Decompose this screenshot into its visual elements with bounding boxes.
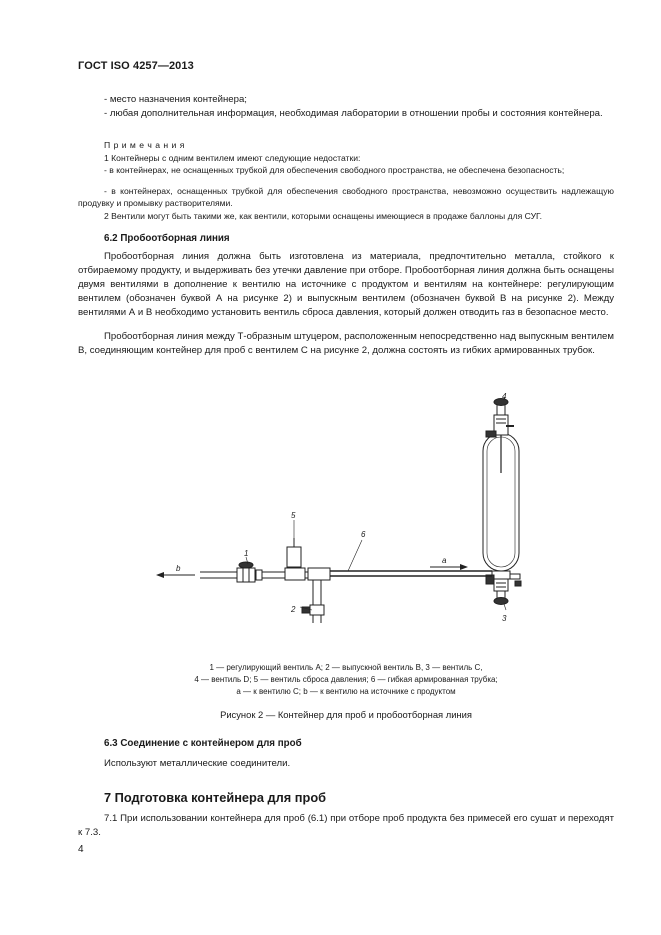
label-6: 6 [361,530,366,539]
section-7-paragraph: 7.1 При использовании контейнера для проб (6.1) при отборе проб продукта без примесей его сушат и переходят к 7.3. [78,813,614,838]
section-6-2-heading: 6.2 Пробоотборная линия [104,233,230,244]
figure-legend-line-1: 1 — регулирующий вентиль А; 2 — выпускной вентиль В, 3 — вентиль С, [209,663,483,672]
note-2: 2 Вентили могут быть такими же, как вентили, которыми оснащены имеющиеся в продаже баллоны для СУГ. [104,211,543,221]
list-item-additional-info: - любая дополнительная информация, необходимая лаборатории в отношении пробы и состояния контейнера. [104,108,603,119]
valve-c-body [494,579,508,591]
valve-a-body [237,568,255,582]
label-4: 4 [502,392,507,401]
section-6-2-paragraph-2: Пробоотборная линия между Т-образным штуцером, расположенным непосредственно над выпускным вентилем В, соединяющим контейнер для проб с вентилем С на рисунке 2, должна состоять из гибких армированных трубок. [78,331,614,356]
section-7-heading: 7 Подготовка контейнера для проб [104,790,327,805]
label-5: 5 [291,511,296,520]
t-fitting [308,568,330,580]
valve-b-body [310,605,324,615]
label-b: b [176,564,181,573]
label-a: a [442,556,447,565]
sampling-line-diagram [140,385,540,630]
label-2: 2 [291,605,296,614]
label-3: 3 [502,614,507,623]
page-number: 4 [78,844,84,855]
valve-c-handwheel [494,598,508,605]
label-1: 1 [244,549,249,558]
note-1a: - в контейнерах, не оснащенных трубкой для обеспечения свободного пространства, не обеспечена безопасность; [104,165,565,175]
document-header: ГОСТ ISO 4257—2013 [78,60,194,72]
figure-legend-line-3: a — к вентилю С; b — к вентилю на источнике с продуктом [236,687,456,696]
section-6-3-paragraph: Используют металлические соединители. [104,758,291,769]
figure-legend-line-2: 4 — вентиль D; 5 — вентиль сброса давления; 6 — гибкая армированная трубка; [194,675,498,684]
notes-title: П р и м е ч а н и я [104,140,185,150]
section-6-3-heading: 6.3 Соединение с контейнером для проб [104,738,302,749]
relief-valve [287,547,301,567]
section-6-2-paragraph-1: Пробоотборная линия должна быть изготовлена из материала, предпочтительно металла, стойкого к отбираемому продукту, и выдерживать без утечки давление при отборе. Пробоотборная линия должна быть оснащены двумя вентилями в дополнение к вентилю на источнике с продуктом и вентилям на контейнере: регулирующим вентилем (обозначен буквой А на рисунке 2) и выпускным вентилем (обозначен буквой В на рисунке 2). Между вентилями А и В необходимо установить вентиль сброса давления, который должен отводить газ в безопасное место. [78,251,614,318]
list-item-destination: - место назначения контейнера; [104,94,247,105]
figure-caption: Рисунок 2 — Контейнер для проб и пробоотборная линия [220,709,472,720]
note-1: 1 Контейнеры с одним вентилем имеют следующие недостатки: [104,153,361,163]
note-1b: - в контейнерах, оснащенных трубкой для обеспечения свободного пространства, невозможно осуществить надлежащую продувку и промывку растворителями. [78,186,614,208]
